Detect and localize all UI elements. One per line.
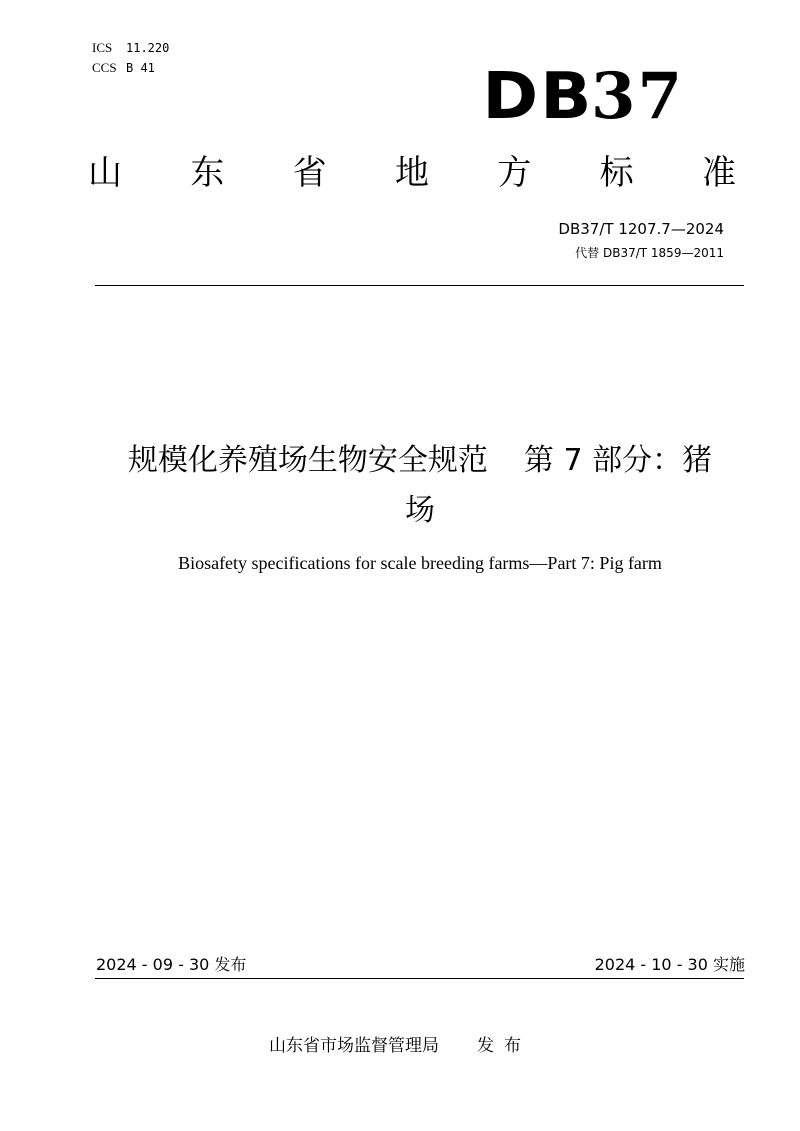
classification-codes [92, 38, 169, 78]
ccs-value: B 41 [126, 61, 155, 75]
ccs-code [92, 58, 169, 78]
ics-code [92, 38, 169, 58]
title-part: 第 7 部分：猪 [523, 443, 713, 478]
standard-number: DB37/T 1207.7—2024 [558, 220, 724, 238]
replaces-standard: 代替 DB37/T 1859—2011 [575, 246, 724, 260]
standard-type-char: 标 [599, 153, 634, 193]
header-divider [95, 285, 744, 286]
document-title [70, 436, 770, 536]
standard-number-block [558, 218, 724, 263]
ics-label: ICS [92, 40, 113, 55]
title-main: 规模化养殖场生物安全规范 [127, 443, 488, 478]
footer-divider [95, 978, 744, 979]
logo-number: 37 [590, 59, 684, 134]
issuer-line [0, 1033, 800, 1059]
ics-value: 11.220 [126, 41, 170, 55]
title-line-1 [70, 436, 770, 486]
standard-type-char: 省 [292, 153, 327, 193]
issuing-authority: 山东省市场监督管理局 [269, 1036, 439, 1056]
db37-logo [482, 59, 684, 134]
standard-type-char: 方 [497, 153, 532, 193]
standard-type-char: 东 [190, 153, 225, 193]
title-line-2: 场 [405, 493, 435, 528]
english-title: Biosafety specifications for scale breeding farms—Part 7: Pig farm [178, 553, 662, 573]
standard-type-char: 山 [88, 153, 122, 193]
implement-date: 2024 - 10 - 30 实施 [594, 955, 745, 974]
ccs-label: CCS [92, 60, 117, 75]
standard-type-heading [88, 148, 736, 198]
issue-date: 2024 - 09 - 30 发布 [96, 955, 247, 974]
logo-letters: DB [482, 60, 594, 134]
publish-label: 发布 [477, 1036, 531, 1056]
standard-type-char: 准 [701, 153, 736, 193]
standard-type-char: 地 [394, 153, 429, 193]
